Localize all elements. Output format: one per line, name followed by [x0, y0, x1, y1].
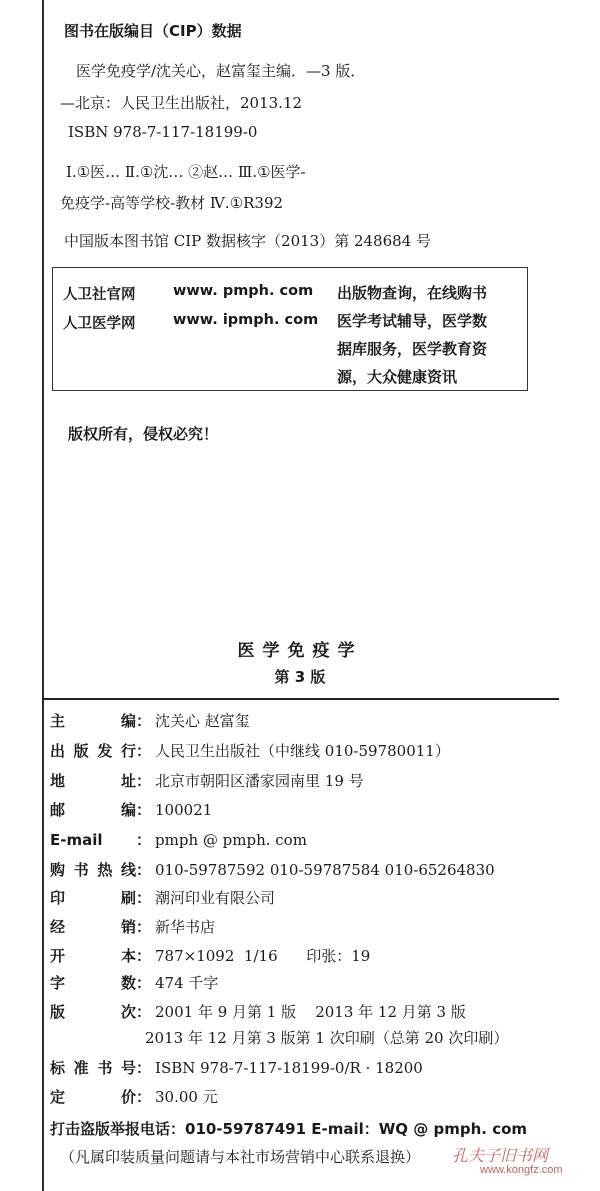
info-label: 印刷 — [50, 889, 136, 907]
info-value: 北京市朝阳区潘家园南里 19 号 — [155, 772, 364, 790]
website-box — [52, 267, 528, 391]
info-row-hotline: 购书热线： 010-59787592 010-59787584 010-65264830 — [50, 857, 495, 883]
box-desc-2: 医学考试辅导，医学数 — [337, 312, 488, 330]
divider — [42, 698, 559, 700]
site1-name: 人卫社官网 — [63, 287, 136, 303]
info-value: 010-59787592 010-59787584 010-65264830 — [155, 861, 495, 879]
cip-line-record: 中国版本图书馆 CIP 数据核字（2013）第 248684 号 — [64, 232, 432, 250]
cip-line-subject: 免疫学-高等学校-教材 Ⅳ.①R392 — [60, 194, 284, 212]
info-row-editor: 主编： 沈关心 赵富玺 — [50, 708, 250, 734]
info-row-address: 地址： 北京市朝阳区潘家园南里 19 号 — [50, 768, 364, 794]
info-label: E-mail — [50, 831, 103, 849]
info-row-format: 开本： 787×1092 1/16 印张：19 — [50, 943, 370, 969]
info-value[interactable]: pmph @ pmph. com — [155, 831, 307, 849]
info-label: 开本 — [50, 947, 136, 965]
info-label: 字数 — [50, 974, 136, 992]
info-label: 标准书号 — [50, 1059, 136, 1077]
site1-url[interactable]: www. pmph. com — [173, 283, 314, 299]
cip-line-isbn: ISBN 978-7-117-18199-0 — [68, 123, 258, 141]
info-row-price: 定价： 30.00 元 — [50, 1084, 218, 1110]
box-desc-1: 出版物查询，在线购书 — [337, 284, 488, 302]
site2-name: 人卫医学网 — [63, 316, 136, 332]
info-row-edition: 版次： 2001 年 9 月第 1 版 2013 年 12 月第 3 版 — [50, 999, 466, 1025]
info-value: 474 千字 — [155, 974, 219, 992]
book-title: 医学免疫学 — [237, 641, 363, 661]
info-value: 人民卫生出版社（中继线 010-59780011） — [155, 742, 450, 760]
info-value: 2001 年 9 月第 1 版 2013 年 12 月第 3 版 — [155, 1003, 466, 1021]
cip-line-title: 医学免疫学/沈关心，赵富玺主编．—3 版． — [76, 62, 366, 80]
info-label: 出版发行 — [50, 742, 136, 760]
info-label: 经销 — [50, 918, 136, 936]
cip-line-publisher: —北京：人民卫生出版社，2013.12 — [60, 94, 303, 112]
print-history: 2013 年 12 月第 3 版第 1 次印刷（总第 20 次印刷） — [145, 1029, 509, 1047]
info-value: 787×1092 1/16 印张：19 — [155, 947, 371, 965]
info-value: ISBN 978-7-117-18199-0/R · 18200 — [155, 1059, 423, 1077]
quality-note: （凡属印装质量问题请与本社市场营销中心联系退换） — [60, 1148, 421, 1166]
left-margin-rule — [42, 0, 44, 1191]
info-value: 潮河印业有限公司 — [155, 889, 276, 907]
info-row-postcode: 邮编： 100021 — [50, 797, 212, 823]
info-label: 版次 — [50, 1003, 136, 1021]
book-edition: 第 3 版 — [274, 668, 326, 686]
copyright-notice: 版权所有，侵权必究！ — [68, 425, 219, 443]
info-row-wordcount: 字数： 474 千字 — [50, 970, 218, 996]
info-label: 购书热线 — [50, 861, 136, 879]
watermark-url: www.kongfz.com — [480, 1164, 563, 1176]
info-value: 沈关心 赵富玺 — [155, 712, 250, 730]
info-row-distributor: 经销： 新华书店 — [50, 914, 215, 940]
info-value: 30.00 元 — [155, 1088, 218, 1106]
info-row-email: E-mail ： pmph @ pmph. com — [50, 827, 307, 853]
watermark-logo: 孔夫子旧书网 — [452, 1146, 549, 1165]
info-label: 主编 — [50, 712, 136, 730]
info-row-printer: 印刷： 潮河印业有限公司 — [50, 885, 275, 911]
piracy-hotline: 打击盗版举报电话：010-59787491 E-mail：WQ @ pmph. com — [50, 1120, 528, 1138]
box-desc-3: 据库服务，医学教育资 — [337, 340, 488, 358]
info-row-publisher: 出版发行： 人民卫生出版社（中继线 010-59780011） — [50, 738, 450, 764]
info-label: 定价 — [50, 1088, 136, 1106]
box-desc-4: 源，大众健康资讯 — [337, 368, 458, 386]
site2-url[interactable]: www. ipmph. com — [173, 312, 319, 328]
info-label: 邮编 — [50, 801, 136, 819]
info-value: 新华书店 — [155, 918, 216, 936]
info-label: 地址 — [50, 772, 136, 790]
info-value: 100021 — [155, 801, 213, 819]
cip-line-classification: Ⅰ.①医… Ⅱ.①沈… ②赵… Ⅲ.①医学- — [66, 163, 306, 181]
info-row-isbn: 标准书号： ISBN 978-7-117-18199-0/R · 18200 — [50, 1055, 423, 1081]
cip-heading: 图书在版编目（CIP）数据 — [64, 22, 242, 40]
